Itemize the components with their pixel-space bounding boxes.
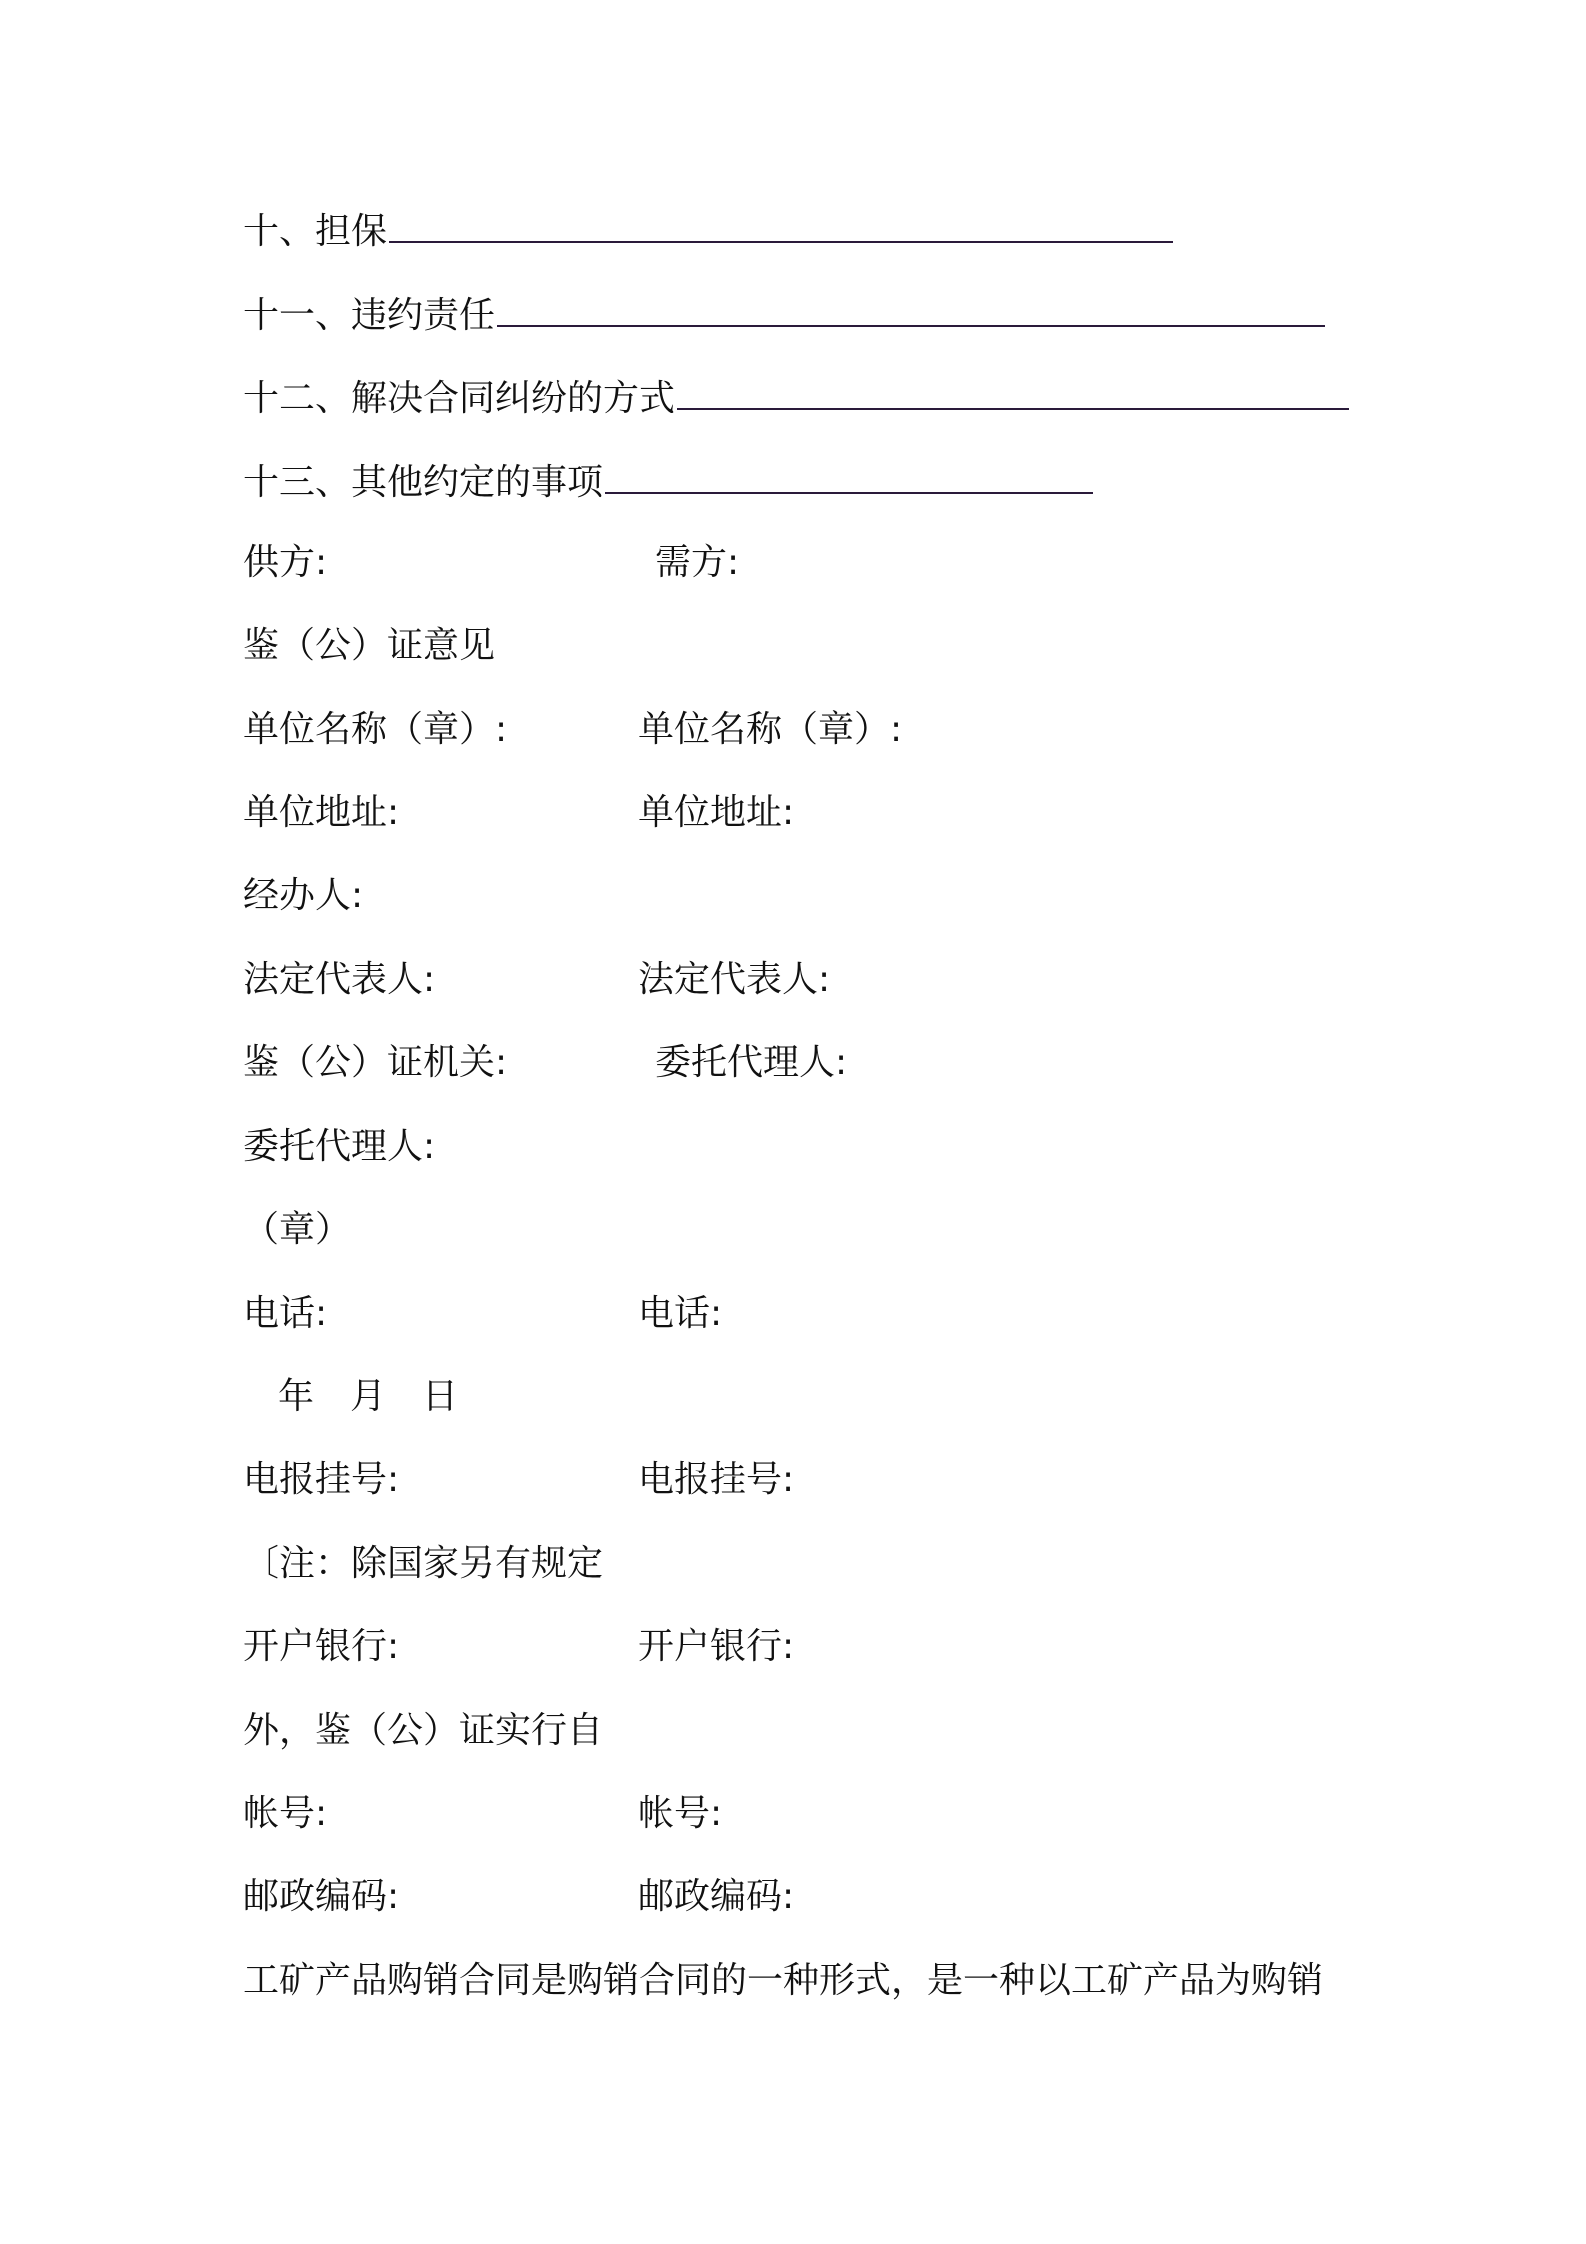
telegraph-left: 电报挂号: [243,1459,400,1500]
fill-in-blank [605,456,1093,494]
fill-in-blank [497,289,1325,327]
fill-in-blank [389,205,1173,243]
agent-right: 委托代理人: [655,1042,848,1083]
phone-right: 电话: [638,1293,723,1334]
clause-label: 十一、违约责任 [243,295,496,336]
account-right: 帐号: [638,1793,723,1834]
legal-rep-right: 法定代表人: [638,959,831,1000]
clause-guarantee [243,205,1173,256]
buyer-label: 需方: [655,542,740,583]
seal-label: （章） [243,1209,352,1250]
account-left: 帐号: [243,1793,328,1834]
supplier-label: 供方: [243,542,328,583]
notary-office-label: 鉴（公）证机关: [243,1042,508,1083]
clause-breach-liability [243,289,1325,340]
clause-other-matters [243,456,1093,507]
bank-left: 开户银行: [243,1626,400,1667]
postcode-left: 邮政编码: [243,1876,400,1917]
legal-rep-left: 法定代表人: [243,959,436,1000]
note-line-2: 外，鉴（公）证实行自 [243,1710,604,1751]
clause-dispute-resolution [243,372,1349,423]
note-line-1: 〔注：除国家另有规定 [243,1543,604,1584]
clause-label: 十、担保 [243,211,388,252]
unit-name-left: 单位名称（章）: [243,709,508,750]
bank-right: 开户银行: [638,1626,795,1667]
date-label: 年 月 日 [278,1376,459,1417]
clause-label: 十二、解决合同纠纷的方式 [243,378,676,419]
unit-address-right: 单位地址: [638,792,795,833]
telegraph-right: 电报挂号: [638,1459,795,1500]
postcode-right: 邮政编码: [638,1876,795,1917]
phone-left: 电话: [243,1293,328,1334]
notary-opinion-label: 鉴（公）证意见 [243,625,496,666]
fill-in-blank [677,372,1349,410]
clause-label: 十三、其他约定的事项 [243,462,604,503]
unit-name-right: 单位名称（章）: [638,709,903,750]
agent-left: 委托代理人: [243,1126,436,1167]
handler-label: 经办人: [243,875,364,916]
closing-paragraph: 工矿产品购销合同是购销合同的一种形式，是一种以工矿产品为购销 [243,1960,1324,2001]
unit-address-left: 单位地址: [243,792,400,833]
